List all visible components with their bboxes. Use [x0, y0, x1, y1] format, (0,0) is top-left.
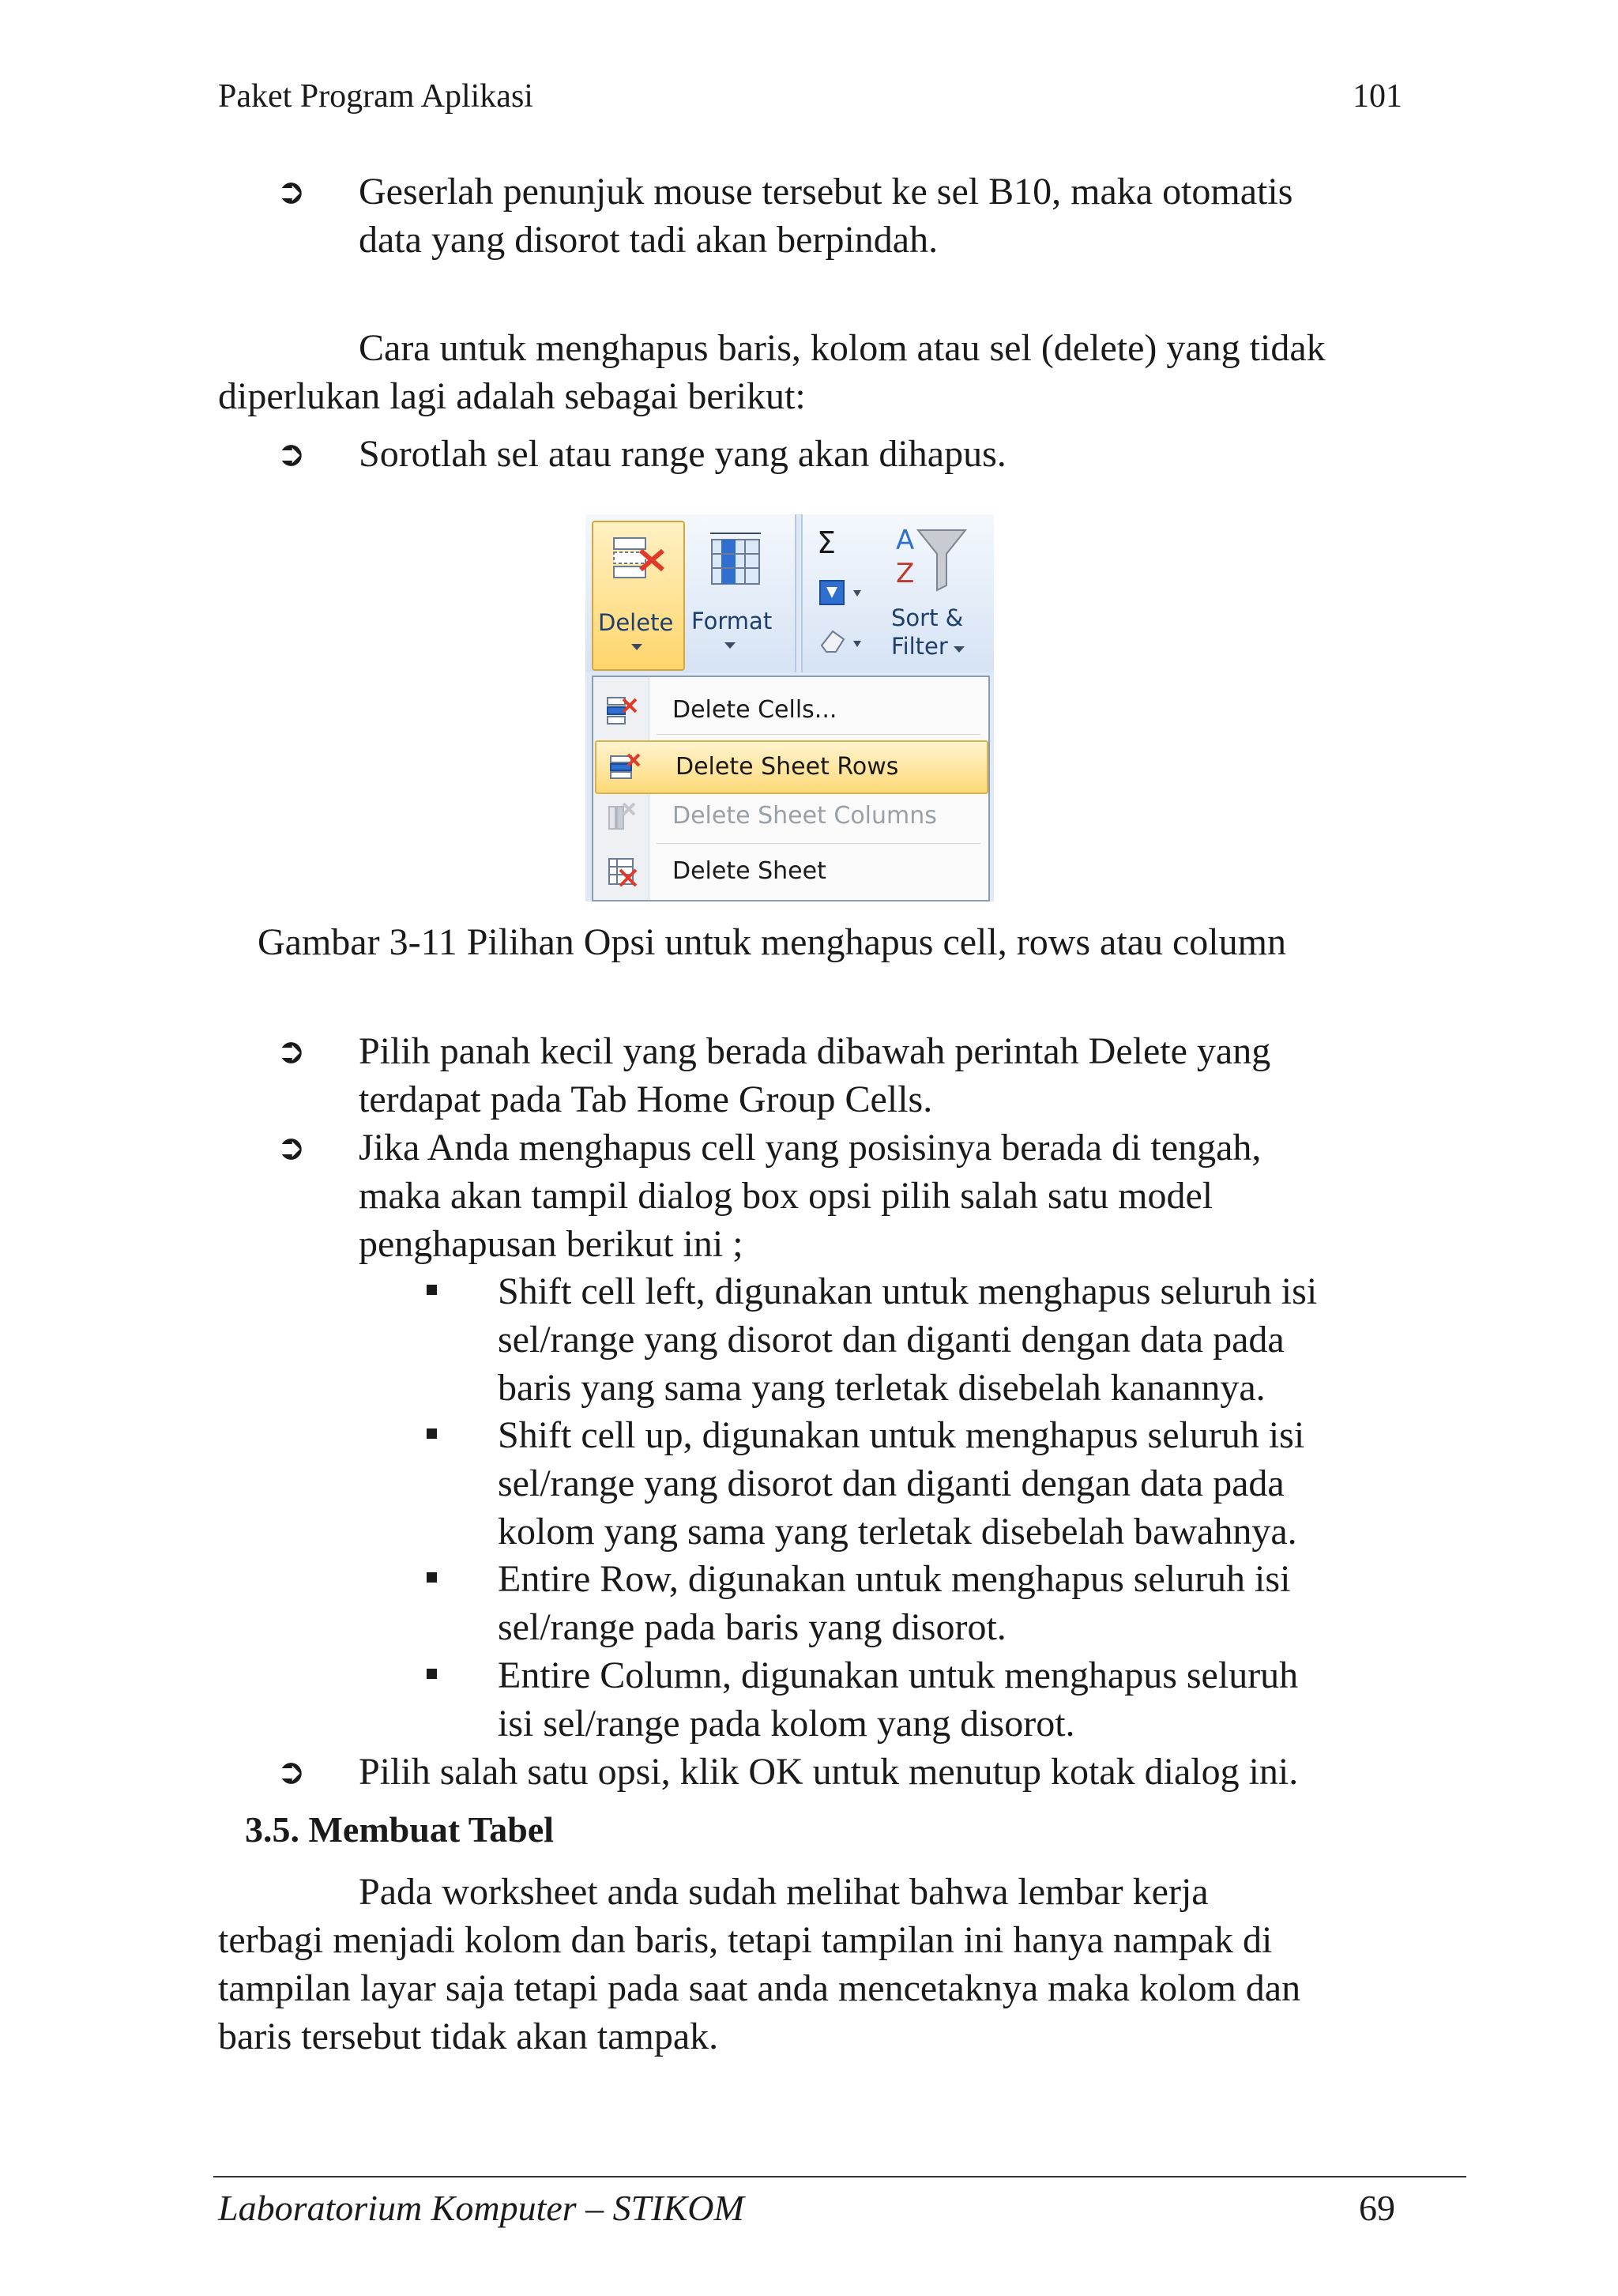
- ribbon-editing-group: [801, 514, 994, 672]
- text-line: data yang disorot tadi akan berpindah.: [359, 219, 939, 261]
- arrow-bullet-icon: ➲: [277, 1031, 306, 1071]
- text-line: Geserlah penunjuk mouse tersebut ke sel B10, maka otomatis: [359, 171, 1293, 213]
- text-line: diperlukan lagi adalah sebagai berikut:: [218, 375, 806, 417]
- text-line: baris tersebut tidak akan tampak.: [218, 2016, 719, 2057]
- text-line: Pilih panah kecil yang berada dibawah perintah Delete yang: [359, 1030, 1271, 1072]
- sort-filter-button[interactable]: [891, 633, 966, 660]
- format-button[interactable]: [687, 521, 789, 668]
- arrow-bullet-icon: ➲: [277, 171, 306, 212]
- sort-label: Sort &: [891, 604, 964, 631]
- delete-cells-icon: [606, 694, 638, 726]
- delete-button[interactable]: [592, 521, 685, 671]
- text-line: sel/range yang disorot dan diganti dengan data pada: [498, 1319, 1285, 1361]
- delete-sheet-icon: [606, 856, 638, 887]
- arrow-bullet-icon: ➲: [277, 1127, 306, 1168]
- menu-separator: [657, 734, 980, 735]
- menu-item-delete-sheet[interactable]: [593, 846, 988, 897]
- footer-text: Laboratorium Komputer – STIKOM: [218, 2188, 744, 2228]
- header-page-number: 101: [1353, 78, 1402, 115]
- text-line: Entire Column, digunakan untuk menghapus seluruh: [498, 1654, 1299, 1696]
- arrow-bullet-icon: ➲: [277, 1752, 306, 1792]
- square-bullet-icon: [427, 1428, 437, 1439]
- square-bullet-icon: [427, 1285, 437, 1295]
- text-line: Shift cell up, digunakan untuk menghapus seluruh isi: [498, 1414, 1305, 1456]
- text-line: tampilan layar saja tetapi pada saat anda mencetaknya maka kolom dan: [218, 1967, 1301, 2009]
- square-bullet-icon: [427, 1669, 437, 1679]
- delete-rows-icon: [609, 751, 641, 783]
- text-line: baris yang sama yang terletak disebelah kanannya.: [498, 1367, 1266, 1409]
- menu-item-label: Delete Cells...: [672, 696, 837, 724]
- format-cells-icon: [704, 529, 767, 592]
- chevron-down-icon: [952, 645, 966, 654]
- delete-columns-icon: [606, 800, 638, 832]
- text-line: terbagi menjadi kolom dan baris, tetapi tampilan ini hanya nampak di: [218, 1919, 1273, 1961]
- figure-caption: Gambar 3-11 Pilihan Opsi untuk menghapus cell, rows atau column: [258, 921, 1286, 963]
- text-line: Cara untuk menghapus baris, kolom atau sel (delete) yang tidak: [359, 327, 1326, 369]
- svg-text:Z: Z: [896, 558, 915, 589]
- text-line: penghapusan berikut ini ;: [359, 1223, 743, 1265]
- text-line: isi sel/range pada kolom yang disorot.: [498, 1703, 1075, 1745]
- delete-cells-icon: [608, 530, 671, 593]
- paragraph-membuat-tabel: [218, 1868, 1462, 2061]
- text-line: Entire Row, digunakan untuk menghapus seluruh isi: [498, 1558, 1291, 1600]
- running-header: Paket Program Aplikasi: [218, 78, 533, 115]
- fill-icon[interactable]: [818, 578, 866, 609]
- text-line: sel/range yang disorot dan diganti dengan data pada: [498, 1462, 1285, 1504]
- clear-icon[interactable]: [818, 625, 866, 657]
- svg-text:A: A: [896, 525, 915, 556]
- text-line: maka akan tampil dialog box opsi pilih salah satu model: [359, 1175, 1214, 1217]
- filter-label: Filter: [891, 633, 948, 660]
- footer-page-number: 69: [1359, 2188, 1395, 2228]
- ribbon-cells-group: [585, 514, 796, 672]
- text-line: Shift cell left, digunakan untuk menghapus seluruh isi: [498, 1270, 1318, 1312]
- text-line: Pada worksheet anda sudah melihat bahwa lembar kerja: [359, 1871, 1209, 1913]
- menu-item-delete-sheet-columns[interactable]: [593, 791, 988, 841]
- delete-dropdown-menu: [592, 676, 990, 901]
- section-heading: 3.5. Membuat Tabel: [245, 1809, 555, 1850]
- menu-item-label: Delete Sheet Columns: [672, 802, 937, 830]
- arrow-bullet-icon: ➲: [277, 434, 306, 474]
- text-line: kolom yang sama yang terletak disebelah bawahnya.: [498, 1511, 1297, 1553]
- menu-item-delete-cells[interactable]: [593, 685, 988, 736]
- menu-item-label: Delete Sheet: [672, 857, 826, 885]
- excel-delete-menu-figure: [585, 514, 994, 901]
- delete-label: Delete: [598, 609, 674, 636]
- format-label: Format: [691, 608, 773, 634]
- autosum-icon[interactable]: Σ: [817, 525, 837, 560]
- text-line: Jika Anda menghapus cell yang posisinya berada di tengah,: [359, 1127, 1262, 1169]
- menu-separator: [657, 843, 980, 844]
- paragraph-delete-intro: [218, 324, 1462, 420]
- menu-item-delete-sheet-rows[interactable]: [595, 740, 988, 794]
- text-line: sel/range pada baris yang disorot.: [498, 1606, 1007, 1648]
- sort-filter-icon: [890, 519, 969, 598]
- footer-rule: [213, 2176, 1466, 2177]
- text-line: Pilih salah satu opsi, klik OK untuk menutup kotak dialog ini.: [359, 1751, 1299, 1793]
- chevron-down-icon: [630, 642, 644, 652]
- square-bullet-icon: [427, 1572, 437, 1583]
- text-line: terdapat pada Tab Home Group Cells.: [359, 1078, 933, 1120]
- menu-item-label: Delete Sheet Rows: [675, 753, 899, 781]
- text-line: Sorotlah sel atau range yang akan dihapus.: [359, 433, 1007, 475]
- chevron-down-icon: [723, 641, 737, 650]
